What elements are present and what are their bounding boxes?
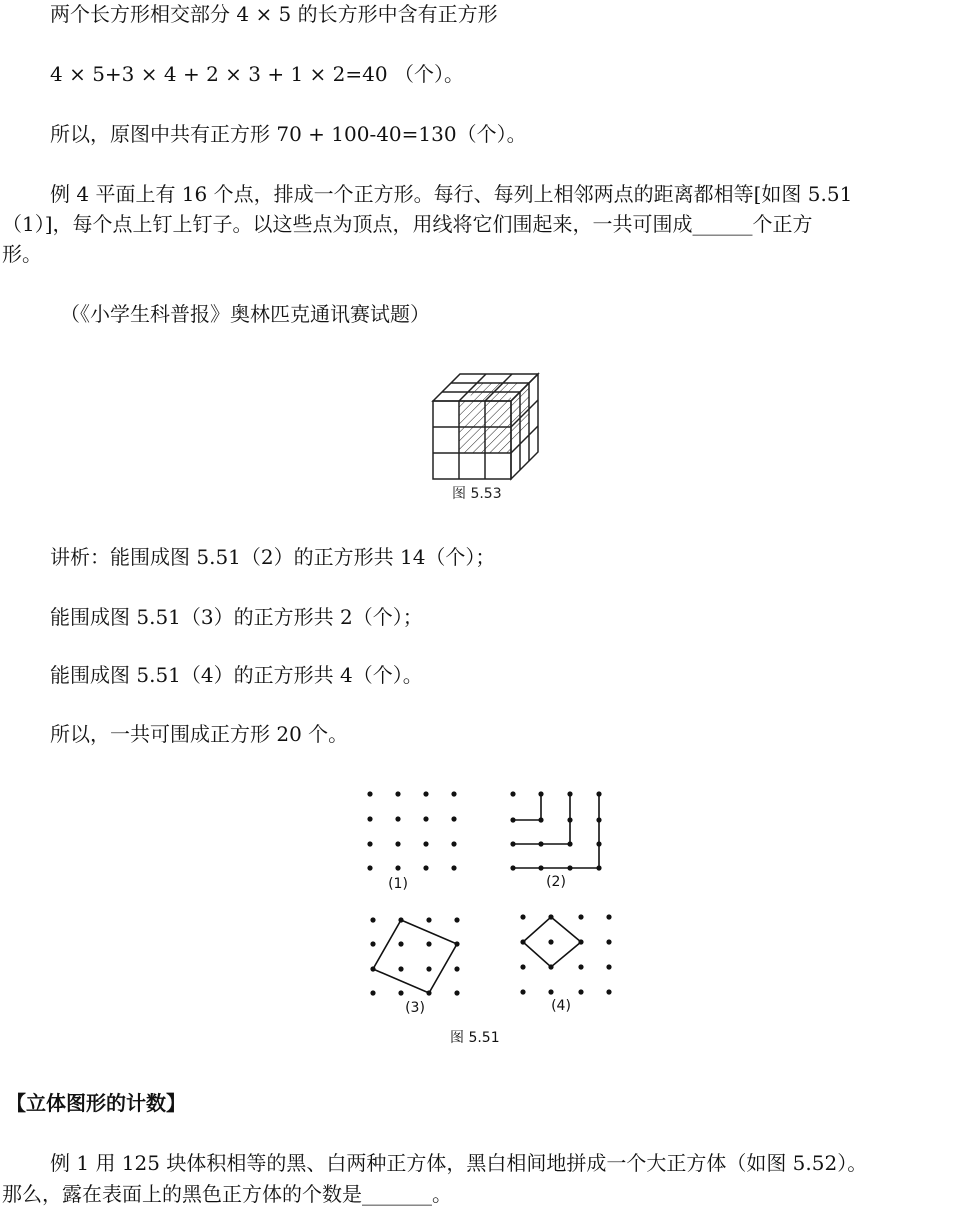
example1-line1: 例 1 用 125 块体积相等的黑、白两种正方体，黑白相间地拼成一个大正方体（如图 5.52）。 xyxy=(50,1151,868,1175)
example1-line2: 那么，露在表面上的黑色正方体的个数是_______。 xyxy=(2,1182,452,1206)
paragraph-intersection: 两个长方形相交部分 4 × 5 的长方形中含有正方形 xyxy=(50,2,498,26)
analysis-line3: 能围成图 5.51（4）的正方形共 4（个）。 xyxy=(50,663,423,687)
example4-line3: 形。 xyxy=(2,242,42,266)
grid-4-label: (4) xyxy=(551,998,571,1014)
section-heading: 【立体图形的计数】 xyxy=(6,1091,186,1115)
grid-3 xyxy=(370,917,459,995)
grid-2 xyxy=(510,791,601,870)
paragraph-conclusion: 所以，原图中共有正方形 70 + 100-40=130（个）。 xyxy=(50,122,527,146)
analysis-line2: 能围成图 5.51（3）的正方形共 2（个）； xyxy=(50,605,423,629)
paragraph-calculation: 4 × 5+3 × 4 + 2 × 3 + 1 × 2=40 （个）。 xyxy=(50,62,464,86)
example4-line2: （1）]，每个点上钉上钉子。以这些点为顶点，用线将它们围起来，一共可围成______个正方 xyxy=(2,212,813,236)
grid-3-label: (3) xyxy=(405,1000,425,1016)
analysis-line1: 讲析：能围成图 5.51（2）的正方形共 14（个）； xyxy=(50,545,496,569)
grid-1 xyxy=(367,791,456,870)
example4-line1: 例 4 平面上有 16 个点，排成一个正方形。每行、每列上相邻两点的距离都相等[如图 5.51 xyxy=(50,182,853,206)
grid-1-label: (1) xyxy=(388,876,408,892)
figure-5-53-caption: 图 5.53 xyxy=(452,486,502,502)
grid-2-label: (2) xyxy=(546,874,566,890)
analysis-line4: 所以，一共可围成正方形 20 个。 xyxy=(50,722,349,746)
example4-source: （《小学生科普报》奥林匹克通讯赛试题） xyxy=(60,302,430,326)
figure-5-51-dot-grids xyxy=(355,782,625,1052)
figure-5-53-cube xyxy=(430,368,550,503)
figure-5-51-caption: 图 5.51 xyxy=(450,1030,500,1046)
